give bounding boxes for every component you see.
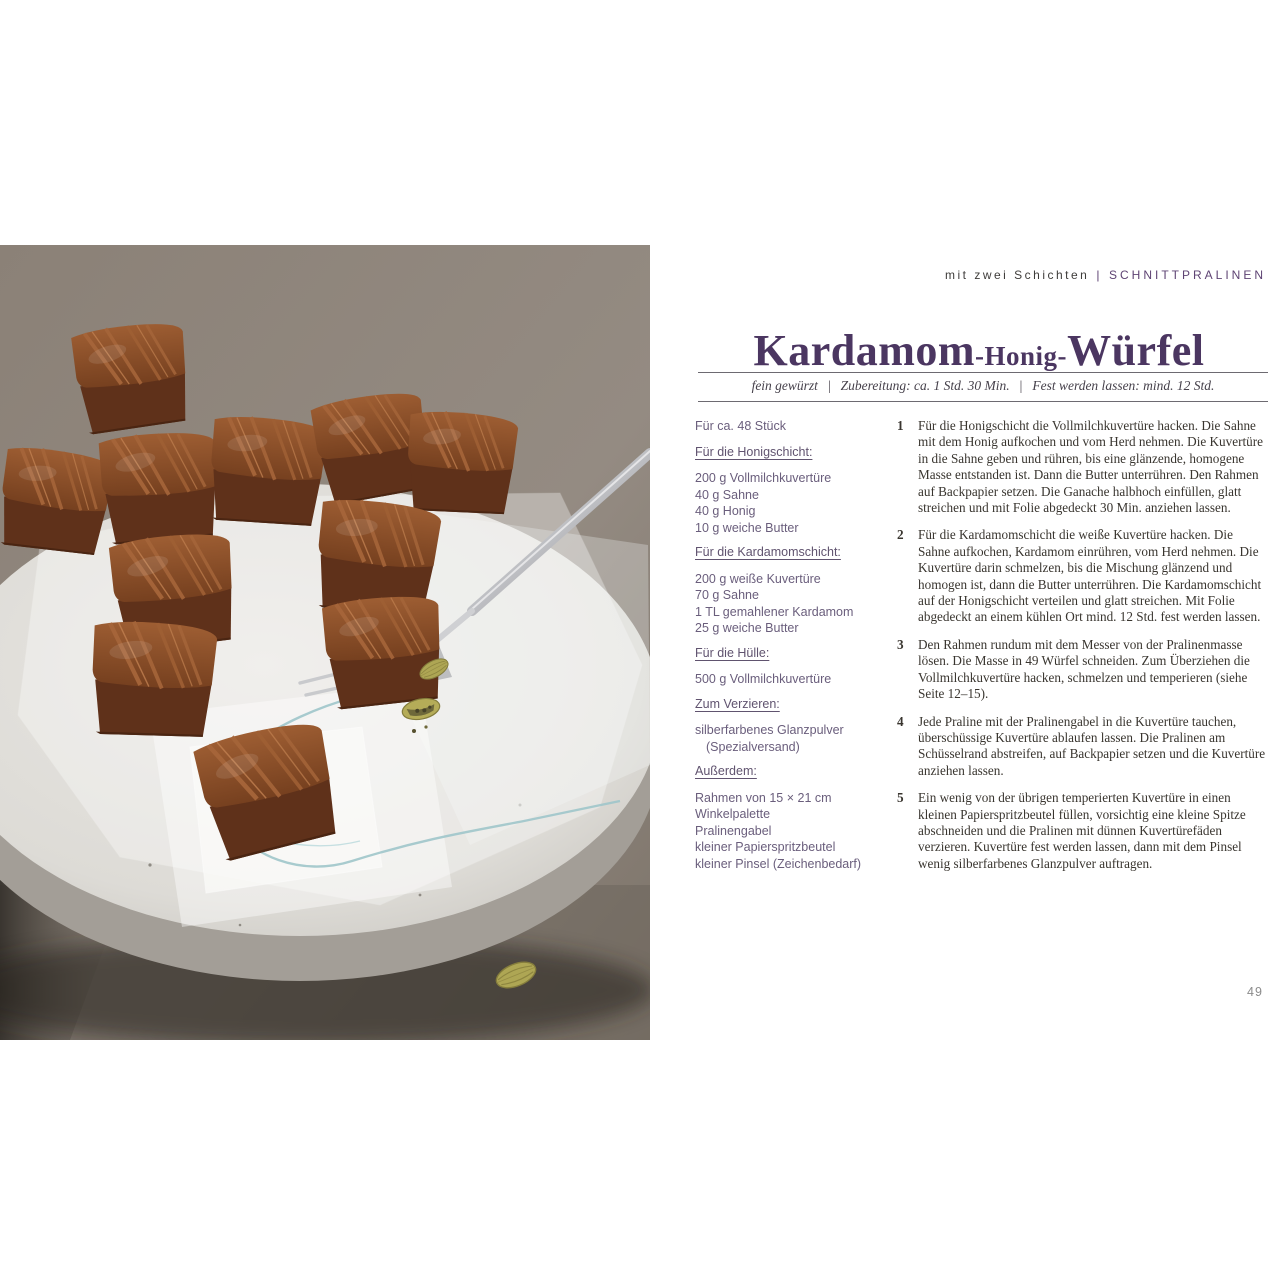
step-number: 1 xyxy=(897,418,904,433)
ingredient-item: Pralinengabel xyxy=(695,823,772,838)
ingredient-group-ausserdem xyxy=(695,763,891,872)
ingredient-item: kleiner Papierspritzbeutel xyxy=(695,840,836,854)
kicker-section: SCHNITTPRALINEN xyxy=(1108,268,1266,282)
step-text: Für die Kardamomschicht die weiße Kuvertüre hacken. Die Sahne aufkochen, Kardamom einrühren, vom Herd nehmen. Die Kuvertüre darin schmelzen, bis die Mischung glänzend und homogen ist, dann die Butter unterrühren. Die Kardamomschicht auf der Honigschicht verteilen und glatt streichen. Mit Folie abgedeckt an einem kühlen Ort mind. 12 Std. fest werden lassen. xyxy=(918,527,1262,625)
recipe-photo xyxy=(0,245,650,1040)
ingredient-group-verzieren xyxy=(695,696,891,756)
page-kicker xyxy=(945,268,1266,282)
recipe-columns xyxy=(690,418,1268,883)
title-part-wuerfel: Würfel xyxy=(1067,326,1205,376)
step-text: Jede Praline mit der Pralinengabel in die Kuvertüre tauchen, überschüssige Kuvertüre ablaufen lassen. Die Pralinen am Schüsselrand abstreifen, auf Backpapier setzen und die Kuvertüre anziehen lassen. xyxy=(918,713,1266,778)
ingredient-item: Rahmen von 15 × 21 cm xyxy=(695,790,832,805)
ingredients-column xyxy=(695,418,891,883)
ingredient-group-heading: Für die Kardamomschicht: xyxy=(695,545,841,559)
ingredient-group-heading: Für die Hülle: xyxy=(695,645,770,660)
recipe-page-content xyxy=(690,268,1268,1028)
title-part-honig: -Honig- xyxy=(975,341,1068,372)
ingredient-group-heading: Für die Honigschicht: xyxy=(695,444,813,459)
step-text: Den Rahmen rundum mit dem Messer von der Pralinenmasse lösen. Die Masse in 49 Würfel schneiden. Zum Überziehen die Vollmilchkuvertüre hacken, schmelzen und temperieren (siehe Seite 12–15). xyxy=(918,636,1250,702)
kicker-separator: | xyxy=(1096,268,1102,282)
kicker-category: mit zwei Schichten xyxy=(944,268,1090,282)
ingredient-group-kardamomschicht xyxy=(695,544,891,637)
instruction-step xyxy=(897,418,1268,516)
ingredient-group-heading: Außerdem: xyxy=(695,764,757,778)
infobar-separator-2: | xyxy=(1019,378,1023,393)
recipe-title xyxy=(690,325,1268,376)
ingredient-item: 1 TL gemahlener Kardamom xyxy=(695,604,854,619)
pralines-photo-illustration xyxy=(0,245,650,1040)
instruction-step xyxy=(897,790,1268,872)
ingredient-item: Winkelpalette xyxy=(695,807,771,821)
infobar-separator-1: | xyxy=(827,378,831,393)
step-number: 2 xyxy=(897,527,904,543)
ingredient-item: 200 g weiße Kuvertüre xyxy=(695,571,821,586)
step-text: Für die Honigschicht die Vollmilchkuvertüre hacken. Die Sahne mit dem Honig aufkochen und vom Herd nehmen. Die Kuvertüre in die Sahne geben und rühren, bis eine glänzende, homogene Masse entstanden ist. Dann die Butter unterrühren. Den Rahmen auf Backpapier setzen. Die Ganache halbhoch einfüllen, glatt streichen und mit Folie abgedeckt 30 Min. anziehen lassen. xyxy=(918,418,1263,516)
ingredient-item: 40 g Sahne xyxy=(695,487,759,502)
instruction-step xyxy=(897,637,1268,703)
ingredient-item: 40 g Honig xyxy=(695,504,756,518)
ingredient-item: 200 g Vollmilchkuvertüre xyxy=(695,471,832,485)
ingredient-item: (Spezialversand) xyxy=(706,739,800,754)
infobar-prep-time: Zubereitung: ca. 1 Std. 30 Min. xyxy=(840,378,1010,393)
title-part-kardamom: Kardamom xyxy=(753,326,976,376)
infobar-taste: fein gewürzt xyxy=(751,378,818,393)
page-number: 49 xyxy=(1247,985,1263,999)
ingredient-item: 500 g Vollmilchkuvertüre xyxy=(695,672,832,686)
step-text: Ein wenig von der übrigen temperierten Kuvertüre in einen kleinen Papierspritzbeutel füllen, vorsichtig eine kleine Spitze abschneiden und die Pralinen mit dünnen Kuvertürefäden verzieren. Kuvertüre fest werden lassen, dann mit dem Pinsel wenig silberfarbenes Glanzpulver auftragen. xyxy=(918,790,1246,871)
step-number: 4 xyxy=(897,713,904,729)
step-number: 5 xyxy=(897,790,904,806)
yield-line: Für ca. 48 Stück xyxy=(695,419,787,433)
ingredient-item: 10 g weiche Butter xyxy=(695,520,799,535)
step-number: 3 xyxy=(897,636,904,652)
ingredient-item: kleiner Pinsel (Zeichenbedarf) xyxy=(695,856,862,871)
instruction-step xyxy=(897,714,1268,780)
recipe-infobar xyxy=(698,372,1268,402)
ingredient-group-honigschicht xyxy=(695,444,891,537)
ingredient-item: silberfarbenes Glanzpulver xyxy=(695,723,844,737)
ingredient-item: 70 g Sahne xyxy=(695,588,759,602)
ingredient-group-huelle xyxy=(695,645,891,688)
ingredient-group-heading: Zum Verzieren: xyxy=(695,696,780,711)
ingredient-item: 25 g weiche Butter xyxy=(695,621,799,635)
instruction-step xyxy=(897,527,1268,625)
infobar-set-time: Fest werden lassen: mind. 12 Std. xyxy=(1032,378,1215,393)
instructions-column xyxy=(897,418,1268,883)
